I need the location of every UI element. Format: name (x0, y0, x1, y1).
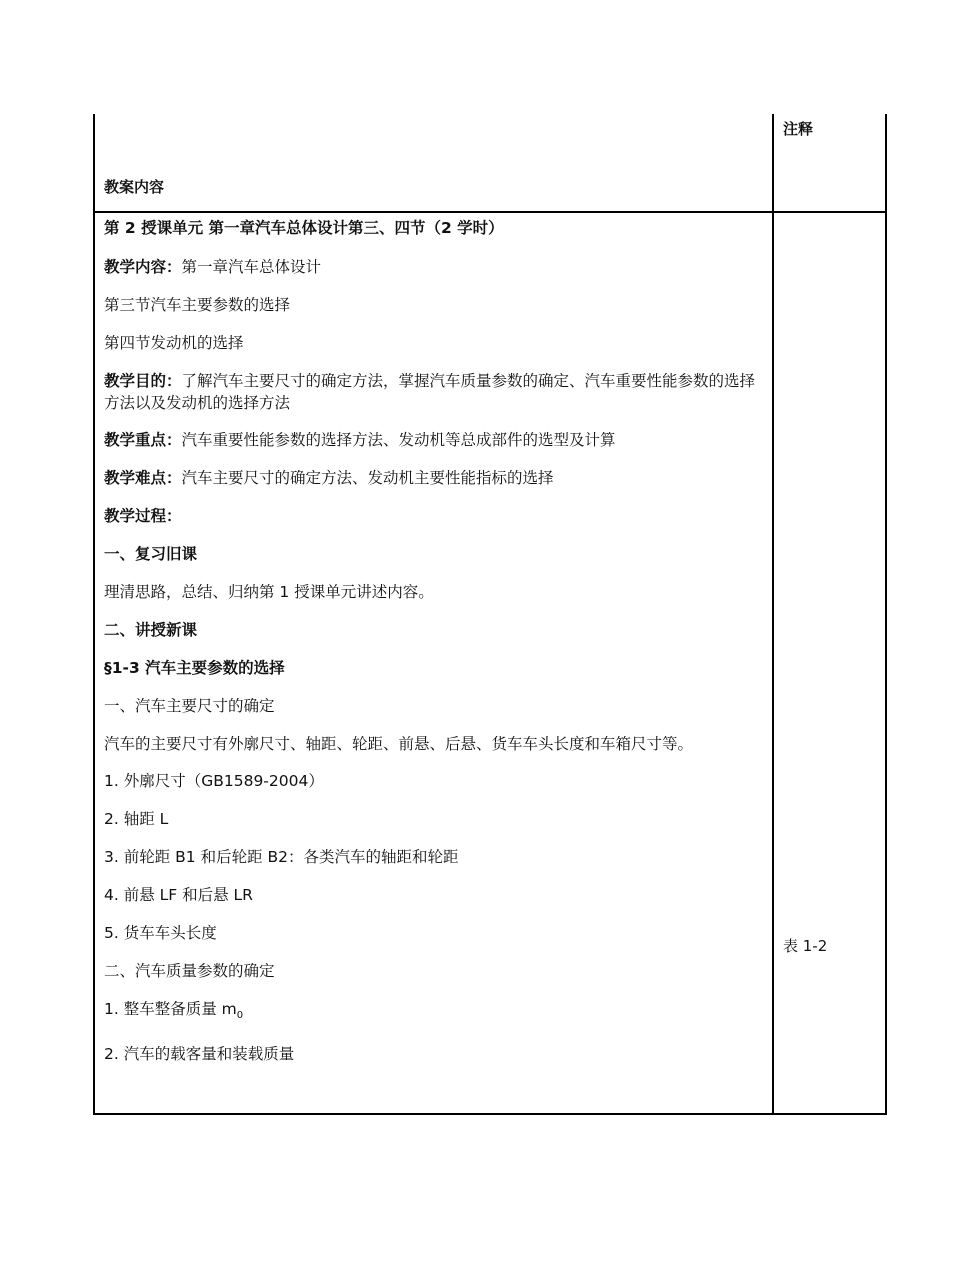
mass-item-1-text: 1. 整车整备质量 m (104, 1000, 237, 1018)
header-divider (93, 211, 887, 213)
dimension-text: 汽车的主要尺寸有外廓尺寸、轴距、轮距、前悬、后悬、货车车头长度和车箱尺寸等。 (104, 735, 694, 753)
table-mid-border (772, 114, 774, 1115)
section-heading: §1-3 汽车主要参数的选择 (104, 659, 285, 677)
teach-goal-label: 教学目的： (104, 372, 182, 390)
teach-content-label: 教学内容： (104, 258, 182, 276)
teach-key-text: 汽车重要性能参数的选择方法、发动机等总成部件的选型及计算 (181, 431, 616, 449)
teach-goal-line (104, 370, 764, 414)
list-item: 3. 前轮距 B1 和后轮距 B2：各类汽车的轴距和轮距 (104, 848, 459, 866)
teach-goal-text: 了解汽车主要尺寸的确定方法，掌握汽车质量参数的确定、汽车重要性能参数的选择方法以及发动机的选择方法 (104, 372, 756, 412)
teach-process-label: 教学过程： (104, 507, 182, 525)
list-item (104, 998, 764, 1027)
review-text: 理清思路，总结、归纳第 1 授课单元讲述内容。 (104, 583, 434, 601)
content-header: 教案内容 (104, 178, 165, 196)
list-item: 5. 货车车头长度 (104, 924, 217, 942)
table-left-border (93, 114, 95, 1115)
notes-header: 注释 (783, 120, 814, 138)
teach-content-line (104, 256, 764, 278)
teach-key-label: 教学重点： (104, 431, 182, 449)
lesson-content (104, 217, 764, 1065)
unit-title: 第 2 授课单元 第一章汽车总体设计第三、四节（2 学时） (104, 219, 504, 237)
teach-difficulty-line (104, 467, 764, 489)
dimension-title: 一、汽车主要尺寸的确定 (104, 697, 275, 715)
mass-item-1-subscript: 0 (236, 1010, 244, 1022)
lesson-table (93, 114, 887, 1115)
list-item: 1. 外廓尺寸（GB1589-2004） (104, 772, 324, 790)
list-item: 4. 前悬 LF 和后悬 LR (104, 886, 253, 904)
teach-content-text: 第一章汽车总体设计 (181, 258, 322, 276)
section-3-title: 第三节汽车主要参数的选择 (104, 296, 291, 314)
table-reference-note: 表 1-2 (783, 937, 828, 955)
new-lesson-title: 二、讲授新课 (104, 621, 198, 639)
section-4-title: 第四节发动机的选择 (104, 334, 244, 352)
review-title: 一、复习旧课 (104, 545, 198, 563)
list-item: 2. 轴距 L (104, 810, 169, 828)
list-item: 2. 汽车的载客量和装载质量 (104, 1045, 295, 1064)
table-bottom-border (93, 1113, 887, 1115)
mass-title: 二、汽车质量参数的确定 (104, 962, 275, 980)
teach-difficulty-text: 汽车主要尺寸的确定方法、发动机主要性能指标的选择 (181, 469, 554, 487)
table-right-border (885, 114, 887, 1115)
teach-key-line (104, 429, 764, 451)
teach-difficulty-label: 教学难点： (104, 469, 182, 487)
